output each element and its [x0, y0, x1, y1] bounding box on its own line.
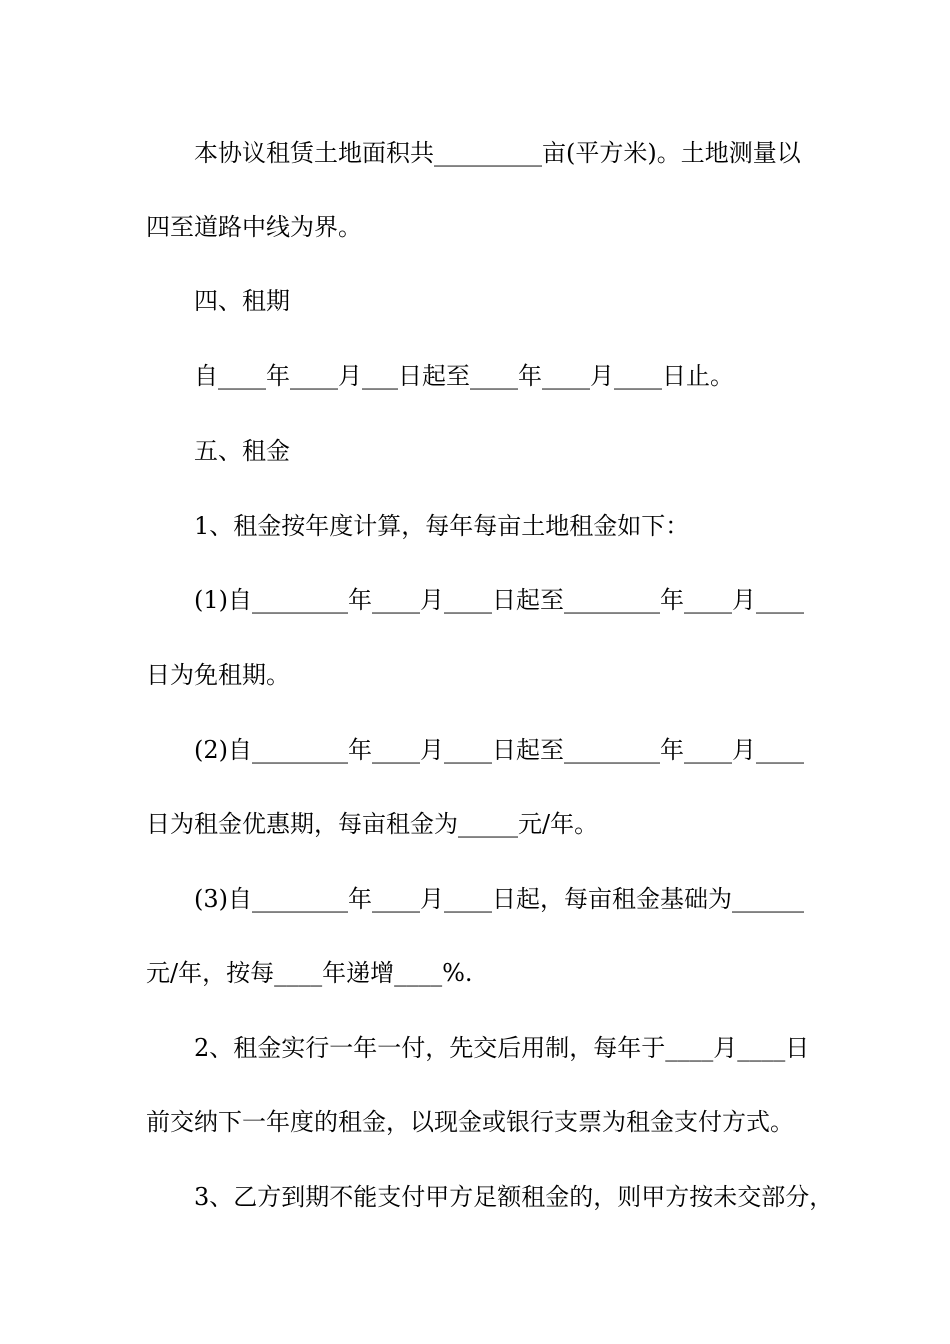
clause-2-payment-cont: 前交纳下一年度的租金，以现金或银行支票为租金支付方式。 — [146, 1108, 794, 1136]
section-heading-rent: 五、租金 — [194, 437, 290, 465]
paragraph-land-area: 本协议租赁土地面积共_________亩(平方米)。土地测量以 — [194, 139, 801, 167]
clause-3-late-payment: 3、乙方到期不能支付甲方足额租金的，则甲方按未交部分， — [194, 1183, 834, 1211]
paragraph-land-area-cont: 四至道路中线为界。 — [146, 213, 362, 241]
clause-1-item-3-cont: 元/年，按每____年递增____%. — [146, 959, 473, 987]
section-heading-lease-term: 四、租期 — [194, 287, 290, 315]
clause-2-payment: 2、租金实行一年一付，先交后用制，每年于____月____日 — [194, 1034, 810, 1062]
clause-1-item-1: (1)自________年____月____日起至________年____月____ — [194, 586, 804, 614]
paragraph-lease-term: 自____年____月___日起至____年____月____日止。 — [194, 362, 734, 390]
clause-1-item-1-cont: 日为免租期。 — [146, 661, 290, 689]
clause-1-item-2-cont: 日为租金优惠期，每亩租金为_____元/年。 — [146, 810, 599, 838]
clause-1-item-2: (2)自________年____月____日起至________年____月____ — [194, 736, 804, 764]
clause-1-item-3: (3)自________年____月____日起，每亩租金基础为______ — [194, 885, 804, 913]
clause-1-rent-annual: 1、租金按年度计算，每年每亩土地租金如下： — [194, 512, 690, 540]
